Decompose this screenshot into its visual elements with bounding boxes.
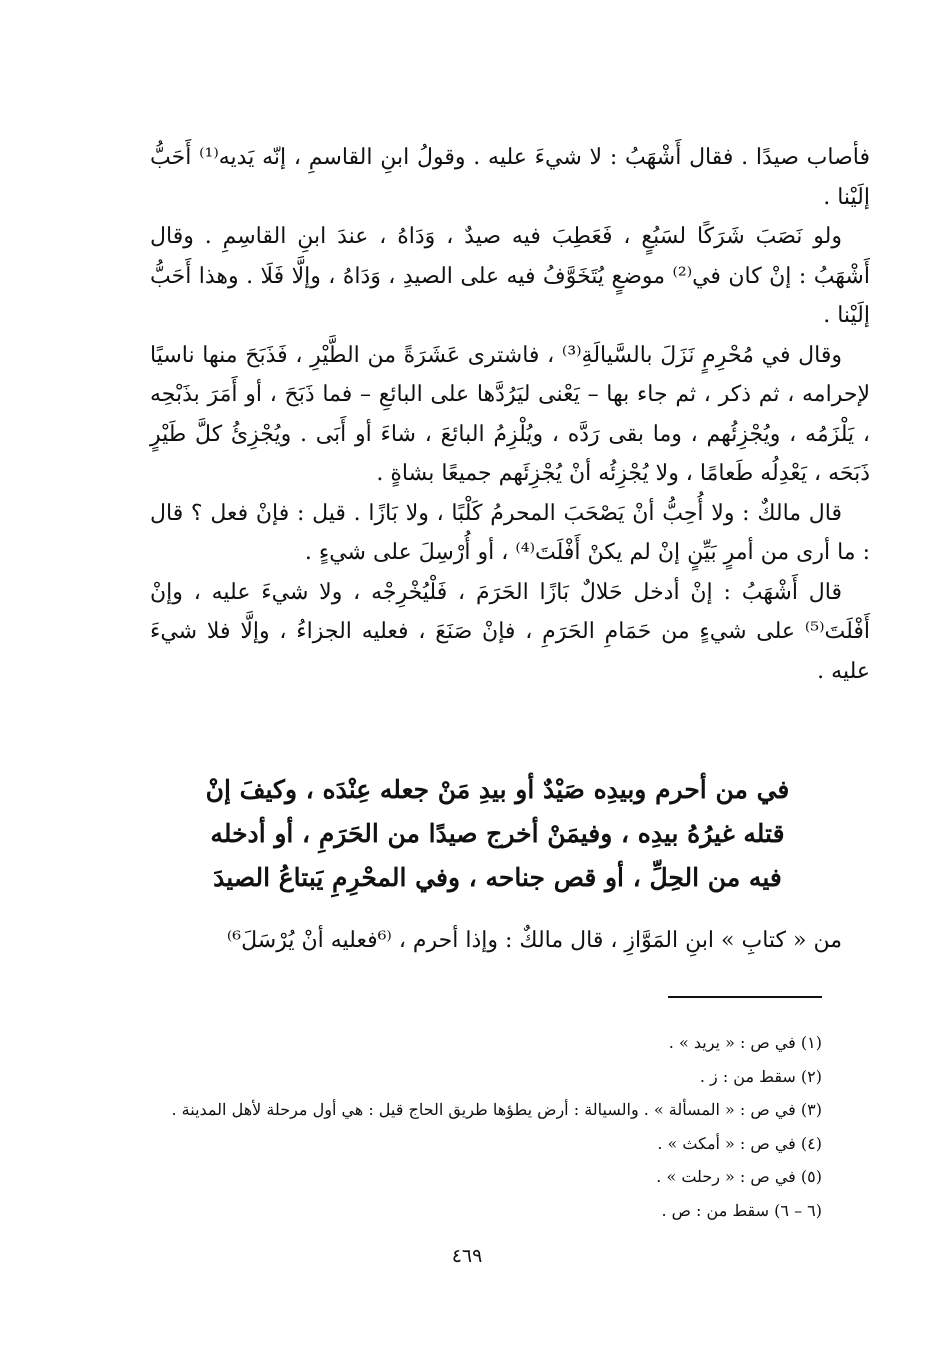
section-intro-line: من « كتابِ » ابنِ المَوَّازِ ، قال مالكٌ : وإذا أحرم ، ⁽⁶فعليه أنْ يُرْسَلَ⁶⁾ [226, 928, 842, 953]
paragraph-2: ولو نَصَبَ شَرَكًا لسَبُعٍ ، فَعَطِبَ فيه صيدٌ ، وَدَاهُ ، عندَ ابنِ القاسِمِ . وقال أَشْهَبُ : إنْ كان في⁽²⁾ موضعٍ يُتَخَوَّفُ فيه على الصيدِ ، وَدَاهُ ، وإلَّا فَلَا . وهذا أَحَبُّ إلَيْنا . [150, 224, 870, 328]
footnote-divider [668, 996, 822, 998]
main-text [150, 138, 870, 691]
footnote-item: (٥) في ص : « رحلت » . [656, 1167, 822, 1186]
paragraph-4: قال مالكٌ : ولا أُحِبُّ أنْ يَصْحَبَ المحرمُ كَلْبًا ، ولا بَازًا . قيل : فإنْ فعل ؟ قال : ما أرى من أمرٍ بَيِّنٍ إنْ لم يكنْ أَفْلَتَ⁽⁴⁾ ، أو أُرْسِلَ على شيءٍ . [150, 500, 870, 565]
footnote-item: (٦ – ٦) سقط من : ص . [661, 1200, 822, 1220]
page-number: ٤٦٩ [451, 1245, 483, 1267]
footnote-item: (١) في ص : « يريد » . [668, 1033, 822, 1052]
footnote-item: (٢) سقط من : ز . [699, 1066, 822, 1086]
paragraph-5: قال أَشْهَبُ : إنْ أدخل حَلالٌ بَازًا الحَرَمَ ، فَلْيُخْرِجْه ، ولا شيءَ عليه ، وإنْ أَفْلَتَ⁽⁵⁾ على شيءٍ من حَمَامِ الحَرَمِ ، فإنْ صَنَعَ ، فعليه الجزاءُ ، وإلَّا فلا شيءَ عليه . [150, 579, 870, 684]
footnote-item: (٤) في ص : « أمكث » . [657, 1133, 822, 1153]
paragraph-1: فأصاب صيدًا . فقال أَشْهَبُ : لا شيءَ عليه . وقولُ ابنِ القاسمِ ، إنّه يَديه⁽¹⁾ أَحَبُّ إلَيْنا . [150, 145, 870, 210]
footnotes-list [150, 1026, 822, 1227]
footnote-item: (٣) في ص : « المسألة » . والسيالة : أرض يطؤها طريق الحاج قيل : هي أول مرحلة لأهل المدينة . [171, 1100, 822, 1119]
section-heading: في من أحرم وبيدِه صَيْدٌ أو بيدِ مَنْ جعله عِنْدَه ، وكيفَ إنْ قتله غيرُهُ بيدِه ، وفيمَنْ أخرج صيدًا من الحَرَمِ ، أو أدخله فيه من الحِلِّ ، أو قص جناحه ، وفي المحْرِمِ يَبتاعُ الصيدَ [205, 775, 790, 892]
paragraph-3: وقال في مُحْرِمٍ نَزَلَ بالسَّيالَةِ⁽³⁾ ، فاشترى عَشَرَةً من الطَّيْرِ ، فَذَبَحَ منها ناسيًا لإحرامه ، ثم ذكر ، ثم جاء بها – يَعْنى ليَرُدَّها على البائعِ – فما ذَبَحَ ، أو أَمَرَ بذَبْحِه ، يَلْزَمُه ، ويُجْزِئُهم ، وما بقى رَدَّه ، ويُلْزِمُ البائعَ ، شاءَ أو أَبَى . ويُجْزِئُ كلَّ طَيْرٍ ذَبَحَه ، يَعْدِلُه طَعامًا ، ولا يُجْزِئُه أنْ يُجْزِئَهم جميعًا بشاةٍ . [150, 342, 870, 486]
